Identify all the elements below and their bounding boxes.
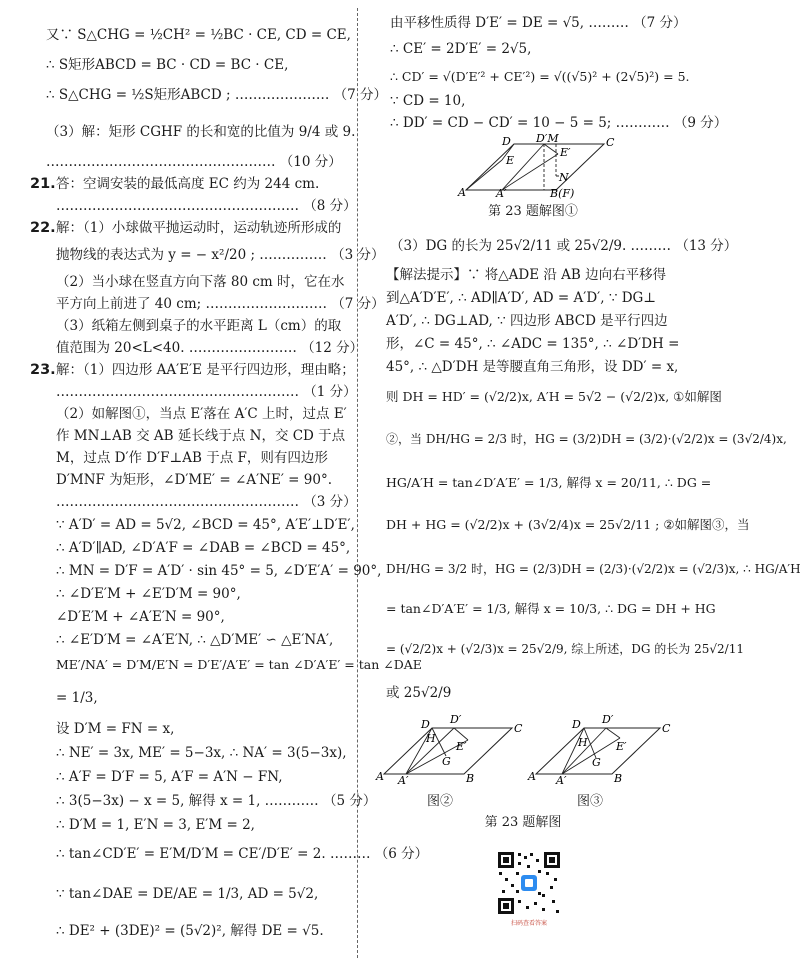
label-D1: D′ — [602, 713, 614, 726]
figure-23-2 — [376, 712, 523, 787]
label-G: G — [592, 756, 601, 769]
text-line: ∠D′E′M + ∠A′E′N = 90°, — [56, 609, 225, 625]
label-H: H — [426, 732, 436, 745]
label-A: A — [528, 770, 536, 783]
label-B: B(F) — [550, 187, 575, 200]
text-line: 又∵ S△CHG = ½CH² = ½BC · CE, CD = CE, — [46, 27, 351, 43]
text-line: 【解法提示】∵ 将△ADE 沿 AB 边向右平移得 — [386, 267, 667, 283]
text-line: = tan∠D′A′E′ = 1/3, 解得 x = 10/3, ∴ DG = DH + HG — [386, 601, 716, 616]
text-line: ∴ A′D′∥AD, ∠D′A′F = ∠DAB = ∠BCD = 45°, — [56, 540, 351, 556]
text-line: ∴ 3(5−3x) − x = 5, 解得 x = 1, ………… （5 分） — [56, 793, 377, 809]
text-line: 由平移性质得 D′E′ = DE = √5, ……… （7 分） — [390, 15, 687, 31]
text-line: （3）DG 的长为 25√2/11 或 25√2/9. ……… （13 分） — [390, 238, 738, 254]
text-line: 答：空调安装的最低高度 EC 约为 244 cm. — [56, 176, 320, 192]
text-line: 平方向上前进了 40 cm; ……………………… （7 分） — [56, 296, 385, 312]
label-D: D — [421, 718, 430, 731]
text-line: （2）如解图①，当点 E′落在 A′C 上时，过点 E′ — [56, 406, 347, 422]
text-line: 抛物线的表达式为 y = − x²/20 ; …………… （3 分） — [56, 247, 385, 263]
text-line: ∵ CD = 10, — [390, 93, 466, 109]
text-line: ∴ DE² + (3DE)² = (5√2)², 解得 DE = √5. — [56, 923, 324, 939]
text-line: DH/HG = 3/2 时，HG = (2/3)DH = (2/3)·(√2/2)x = (√2/3)x, ∴ HG/A′H — [386, 562, 801, 576]
label-E: E — [506, 154, 515, 167]
label-A: A — [458, 186, 466, 199]
text-line: = (√2/2)x + (√2/3)x = 25√2/9, 综上所述，DG 的长为 25√2/11 — [386, 642, 744, 656]
text-line: 设 D′M = FN = x, — [56, 721, 175, 737]
text-line: 作 MN⊥AB 交 AB 延长线于点 N，交 CD 于点 — [56, 428, 346, 444]
text-line: ∴ MN = D′F = A′D′ · sin 45° = 5, ∠D′E′A′ = 90°, — [56, 563, 382, 579]
label-A: A — [376, 770, 384, 783]
text-line: 到△A′D′E′, ∴ AD∥A′D′, AD = A′D′, ∵ DG⊥ — [386, 290, 656, 306]
text-line: （3）纸箱左侧到桌子的水平距离 L（cm）的取 — [56, 318, 342, 334]
text-line: …………………………………………… （10 分） — [46, 154, 342, 170]
text-line: 解：（1）四边形 AA′E′E 是平行四边形，理由略； — [56, 362, 355, 378]
text-line: M，过点 D′作 D′F⊥AB 于点 F，则有四边形 — [56, 450, 328, 466]
text-line: ∵ A′D′ = AD = 5√2, ∠BCD = 45°, A′E′⊥D′E′, — [56, 517, 355, 533]
text-line: ME′/NA′ = D′M/E′N = D′E′/A′E′ = tan ∠D′A′E′ = tan ∠DAE — [56, 657, 422, 672]
label-C: C — [514, 722, 523, 735]
label-N: N — [559, 171, 569, 184]
figure-23-1 — [458, 132, 618, 200]
text-line: ∴ D′M = 1, E′N = 3, E′M = 2, — [56, 817, 255, 833]
text-line: ……………………………………………… （3 分） — [56, 494, 357, 510]
label-A1: A′ — [556, 774, 567, 787]
question-number: 23. — [30, 362, 56, 378]
text-line: ∴ S矩形ABCD = BC · CD = BC · CE, — [46, 57, 289, 73]
text-line: ∴ A′F = D′F = 5, A′F = A′N − FN, — [56, 769, 283, 785]
label-E1: E′ — [560, 146, 571, 159]
text-line: ∵ tan∠DAE = DE/AE = 1/3, AD = 5√2, — [56, 886, 319, 902]
text-line: 形，∠C = 45°, ∴ ∠ADC = 135°, ∴ ∠D′DH = — [386, 336, 680, 352]
label-E1: E′ — [456, 740, 467, 753]
label-B: B — [466, 772, 475, 785]
text-line: （3）解：矩形 CGHF 的长和宽的比值为 9/4 或 9. — [46, 124, 356, 140]
text-line: （2）当小球在竖直方向下落 80 cm 时，它在水 — [56, 274, 345, 290]
figure-23-3 — [528, 712, 671, 787]
label-D: D — [572, 718, 581, 731]
figure-caption: 第 23 题解图 — [484, 815, 562, 830]
label-G: G — [442, 755, 451, 768]
label-A1: A′ — [496, 187, 507, 200]
label-D1: D′ — [450, 713, 462, 726]
text-line: 解：（1）小球做平抛运动时，运动轨迹所形成的 — [56, 220, 342, 236]
text-line: HG/A′H = tan∠D′A′E′ = 1/3, 解得 x = 20/11, ∴ DG = — [386, 475, 712, 490]
figure-label: 图③ — [576, 794, 603, 809]
text-line: ∴ S△CHG = ½S矩形ABCD ; ………………… （7 分） — [46, 87, 388, 103]
label-E1: E′ — [616, 740, 627, 753]
text-line: 或 25√2/9 — [386, 685, 452, 701]
figure-label: 图② — [426, 794, 453, 809]
text-line: 值范围为 20<L<40. …………………… （12 分） — [56, 340, 364, 356]
label-D1M: D′M — [536, 132, 559, 145]
text-line: ∴ tan∠CD′E′ = E′M/D′M = CE′/D′E′ = 2. ……… （6 分） — [56, 846, 429, 862]
text-line: ∴ ∠E′D′M = ∠A′E′N, ∴ △D′ME′ ∽ △E′NA′, — [56, 632, 334, 648]
text-line: 则 DH = HD′ = (√2/2)x, A′H = 5√2 − (√2/2)x, ①如解图 — [386, 389, 722, 404]
question-number: 21. — [30, 176, 56, 192]
label-B: B — [614, 772, 623, 785]
label-A1: A′ — [398, 774, 409, 787]
label-D: D — [502, 135, 511, 148]
text-line: D′MNF 为矩形，∠D′ME′ = ∠A′NE′ = 90°. — [56, 472, 332, 488]
qr-code[interactable] — [496, 850, 562, 916]
text-line: DH + HG = (√2/2)x + (3√2/4)x = 25√2/11 ; ②如解图③，当 — [386, 517, 750, 532]
text-line: ∴ CD′ = √(D′E′² + CE′²) = √((√5)² + (2√5)²) = 5. — [390, 69, 690, 84]
text-line: ……………………………………………… （1 分） — [56, 384, 357, 400]
question-number: 22. — [30, 220, 56, 236]
text-line: ∴ ∠D′E′M + ∠E′D′M = 90°, — [56, 586, 241, 602]
label-C: C — [606, 136, 615, 149]
text-line: = 1/3, — [56, 690, 98, 706]
label-H: H — [578, 736, 588, 749]
text-line: ……………………………………………… （8 分） — [56, 198, 357, 214]
text-line: ②，当 DH/HG = 2/3 时，HG = (3/2)DH = (3/2)·(√2/2)x = (3√2/4)x, — [386, 432, 787, 446]
figure-caption: 第 23 题解图① — [488, 204, 578, 219]
text-line: 45°, ∴ △D′DH 是等腰直角三角形，设 DD′ = x, — [386, 359, 679, 375]
text-line: A′D′, ∴ DG⊥AD, ∵ 四边形 ABCD 是平行四边 — [386, 313, 668, 329]
label-C: C — [662, 722, 671, 735]
text-line: ∴ CE′ = 2D′E′ = 2√5, — [390, 41, 532, 57]
text-line: ∴ DD′ = CD − CD′ = 10 − 5 = 5; ………… （9 分） — [390, 115, 728, 131]
column-divider — [357, 8, 358, 958]
text-line: ∴ NE′ = 3x, ME′ = 5−3x, ∴ NA′ = 3(5−3x), — [56, 745, 347, 761]
qr-note: 扫码查看答案 — [510, 920, 547, 927]
